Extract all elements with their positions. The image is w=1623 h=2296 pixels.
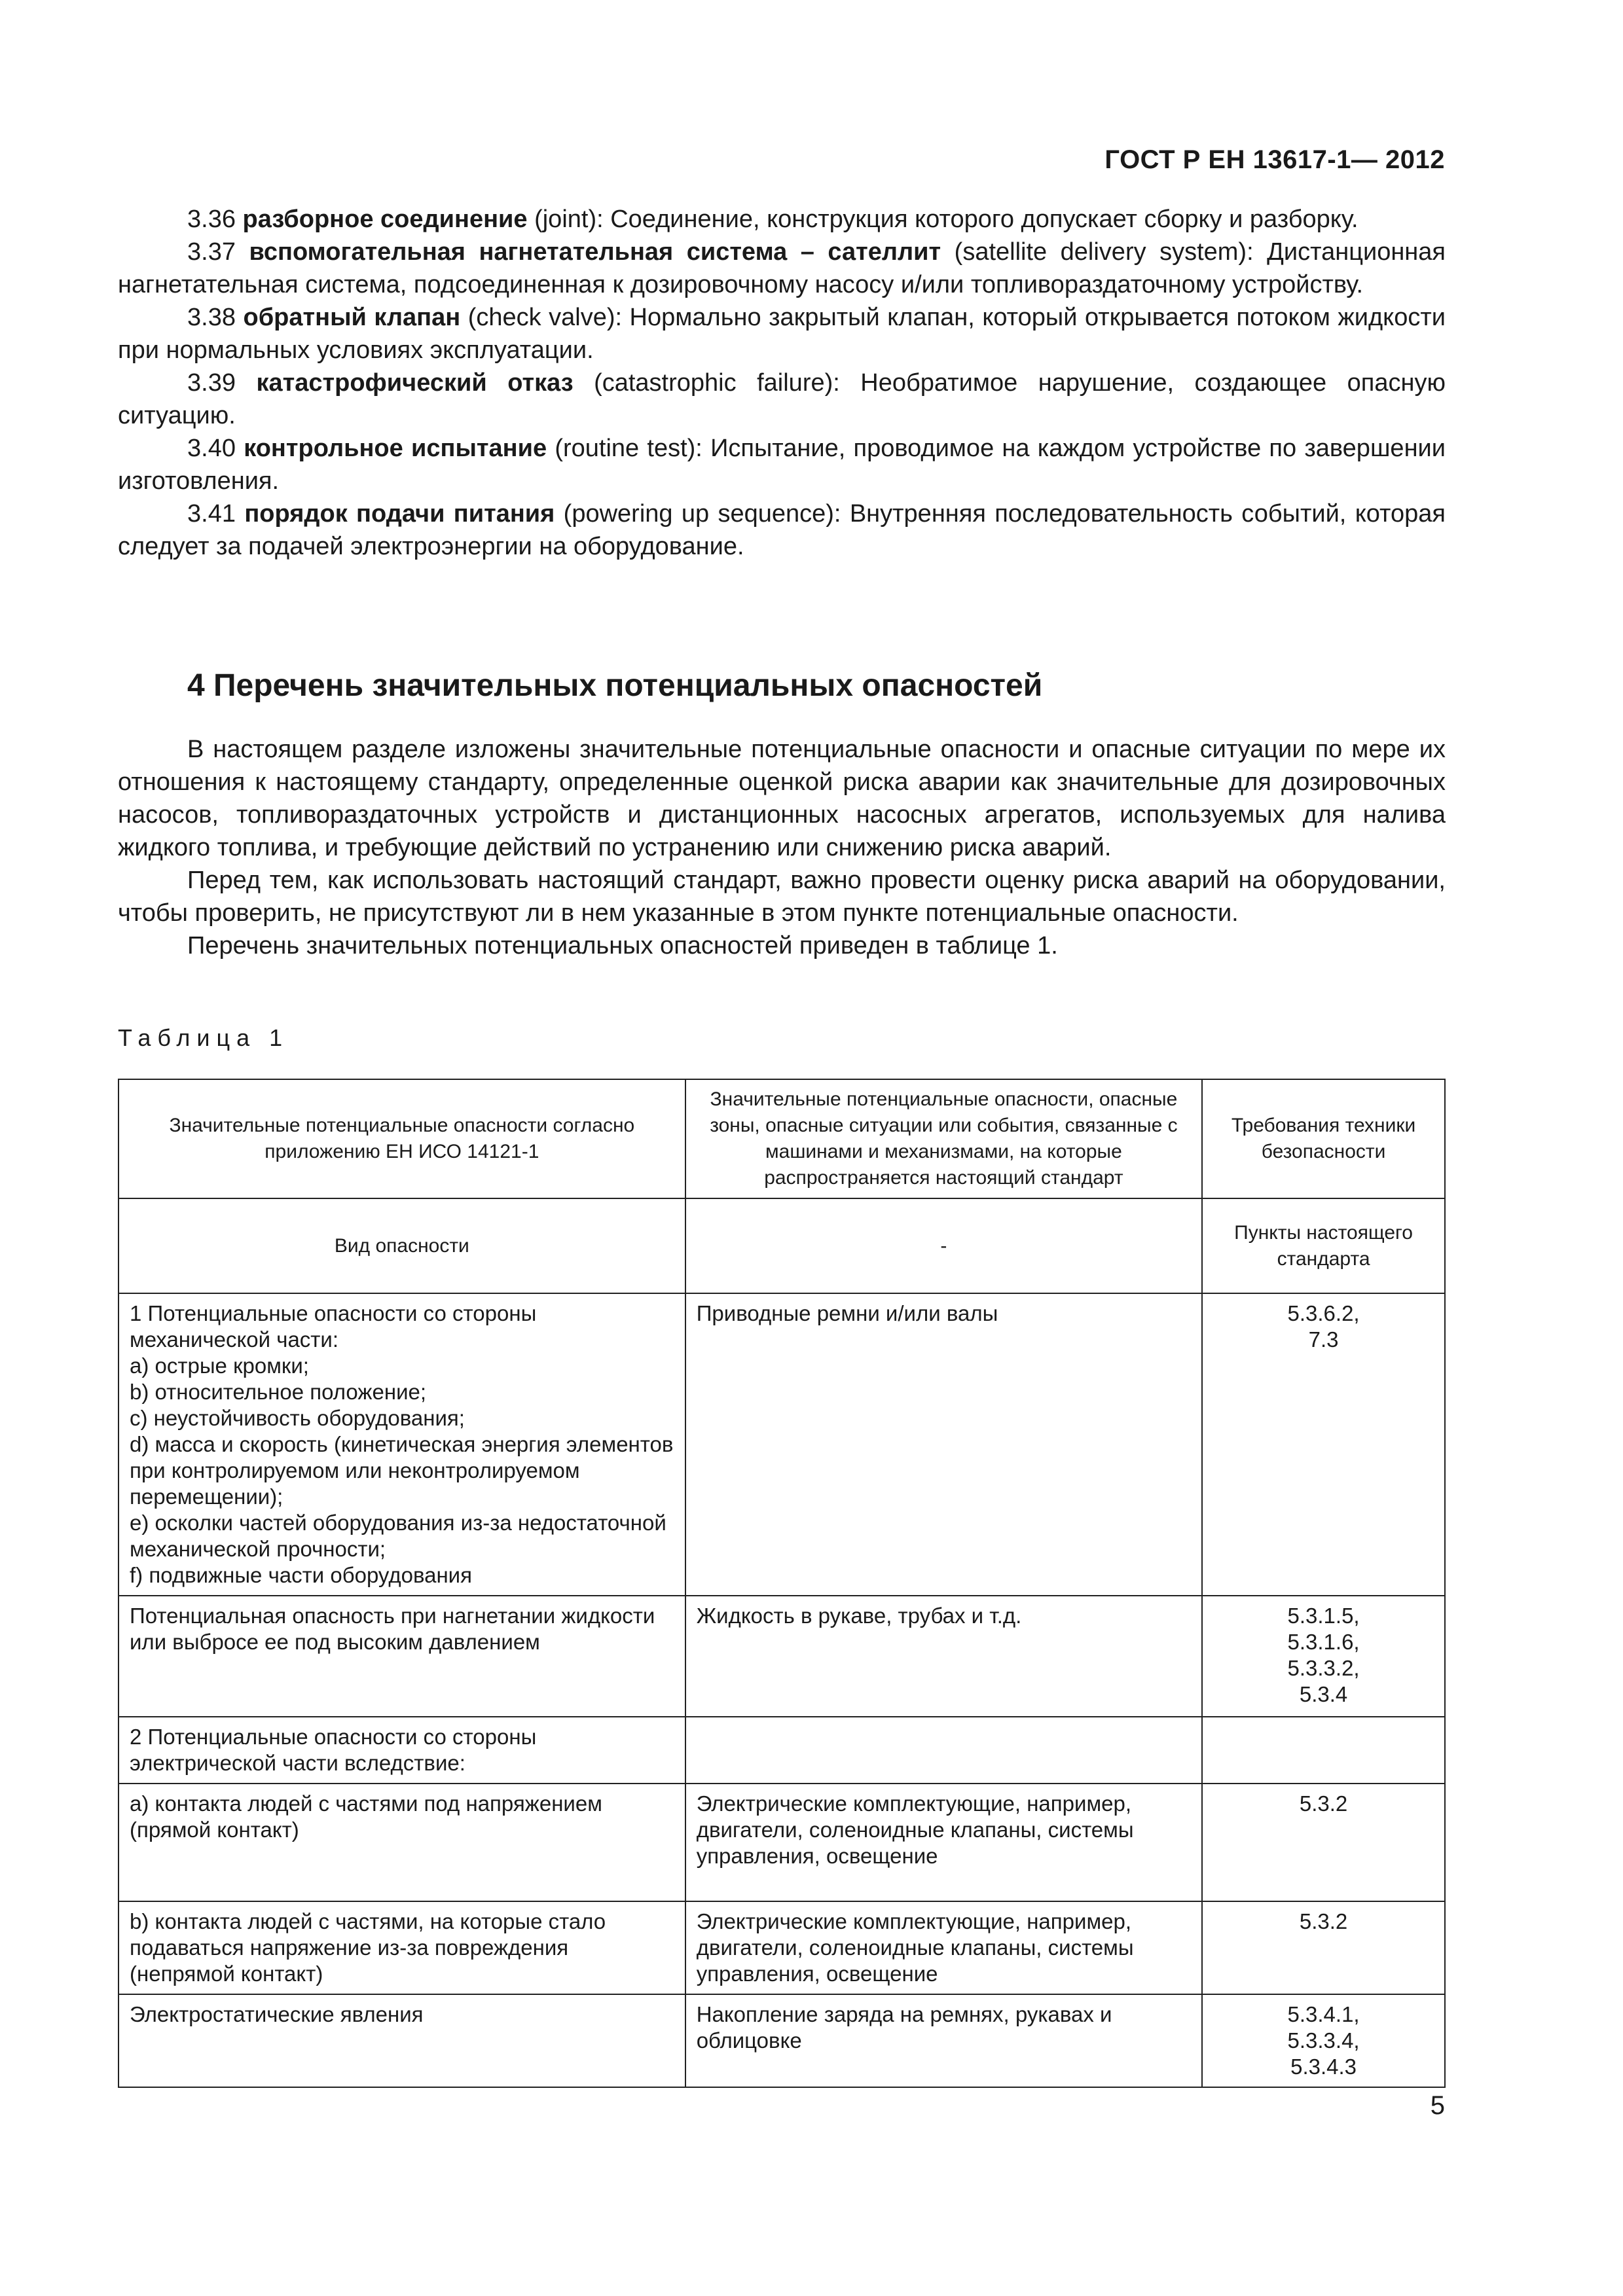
hazards-table xyxy=(118,1079,1446,2088)
definition-item xyxy=(118,367,1446,432)
definition-text: (catastrophic failure): Необратимое нарушение, создающее опасную ситуацию. xyxy=(118,369,1446,429)
definition-term: разборное соединение xyxy=(242,206,528,233)
table-header-cell: Значительные потенциальные опасности согласно приложению ЕН ИСО 14121-1 xyxy=(119,1079,685,1198)
table-header-cell: - xyxy=(685,1198,1202,1293)
definition-text: (check valve): Нормально закрытый клапан, который открывается потоком жидкости при нормальных условиях эксплуатации. xyxy=(118,304,1446,364)
table-row xyxy=(119,1784,1445,1901)
table-cell: 2 Потенциальные опасности со стороны электрической части вследствие: xyxy=(119,1717,685,1784)
table-cell: Электрические комплектующие, например, двигатели, соленоидные клапаны, системы управления, освещение xyxy=(685,1784,1202,1901)
definition-term: обратный клапан xyxy=(243,304,461,331)
table-cell: Потенциальная опасность при нагнетании жидкости или выбросе ее под высоким давлением xyxy=(119,1596,685,1717)
table-cell: а) контакта людей с частями под напряжением (прямой контакт) xyxy=(119,1784,685,1901)
definition-text: (joint): Соединение, конструкция которого допускает сборку и разборку. xyxy=(527,206,1359,233)
table-row xyxy=(119,1596,1445,1717)
document-code: ГОСТ Р ЕН 13617-1— 2012 xyxy=(1104,145,1445,174)
section-body xyxy=(118,733,1446,962)
definition-item xyxy=(118,236,1446,301)
table-header-cell: Значительные потенциальные опасности, опасные зоны, опасные ситуации или события, связанные с машинами и механизмами, на которые распространяется настоящий стандарт xyxy=(685,1079,1202,1198)
definition-number: 3.40 xyxy=(187,435,236,462)
definition-number: 3.36 xyxy=(187,206,236,233)
table-cell: 1 Потенциальные опасности со стороны механической части: a) острые кромки; b) относительное положение; c) неустойчивость оборудования; d) масса и скорость (кинетическая энергия элементов при контролируемом или неконтролируемом перемещении); e) осколки частей оборудования из-за недостаточной механической прочности; f) подвижные части оборудования xyxy=(119,1293,685,1596)
table-row xyxy=(119,1994,1445,2087)
table-cell: 5.3.2 xyxy=(1202,1784,1445,1901)
table-header-cell: Вид опасности xyxy=(119,1198,685,1293)
table-header-row xyxy=(119,1079,1445,1198)
table-cell: Электрические комплектующие, например, двигатели, соленоидные клапаны, системы управления, освещение xyxy=(685,1901,1202,1994)
table-subheader-row xyxy=(119,1198,1445,1293)
definition-term: вспомогательная нагнетательная система – сателлит xyxy=(249,238,941,266)
definitions-list xyxy=(118,203,1446,563)
table-cell: b) контакта людей с частями, на которые стало подаваться напряжение из-за повреждения (непрямой контакт) xyxy=(119,1901,685,1994)
table-header-cell: Пункты настоящего стандарта xyxy=(1202,1198,1445,1293)
page-number: 5 xyxy=(1430,2091,1445,2120)
definition-number: 3.39 xyxy=(187,369,236,397)
table-caption: Таблица 1 xyxy=(118,1024,289,1051)
definition-number: 3.41 xyxy=(187,500,236,528)
paragraph: Перед тем, как использовать настоящий стандарт, важно провести оценку риска аварий на оборудовании, чтобы проверить, не присутствуют ли в нем указанные в этом пункте потенциальные опасности. xyxy=(118,867,1446,927)
table-cell xyxy=(1202,1717,1445,1784)
paragraph: В настоящем разделе изложены значительные потенциальные опасности и опасные ситуации по мере их отношения к настоящему стандарту, определенные оценкой риска аварии как значительные для дозировочных насосов, топливораздаточных устройств и дистанционных насосных агрегатов, используемых для налива жидкого топлива, и требующие действий по устранению или снижению риска аварий. xyxy=(118,736,1446,861)
table-cell: Жидкость в рукаве, трубах и т.д. xyxy=(685,1596,1202,1717)
table-cell: 5.3.1.5, 5.3.1.6, 5.3.3.2, 5.3.4 xyxy=(1202,1596,1445,1717)
table-cell: Накопление заряда на ремнях, рукавах и облицовке xyxy=(685,1994,1202,2087)
definition-term: порядок подачи питания xyxy=(244,500,555,528)
table-row xyxy=(119,1293,1445,1596)
table-cell: Электростатические явления xyxy=(119,1994,685,2087)
table-header-cell: Требования техники безопасности xyxy=(1202,1079,1445,1198)
table-cell: 5.3.2 xyxy=(1202,1901,1445,1994)
definition-item xyxy=(118,301,1446,367)
table-row xyxy=(119,1717,1445,1784)
definition-item xyxy=(118,497,1446,563)
table-row xyxy=(119,1901,1445,1994)
definition-number: 3.37 xyxy=(187,238,236,266)
table-cell xyxy=(685,1717,1202,1784)
definition-text: (powering up sequence): Внутренняя последовательность событий, которая следует за подачей электроэнергии на оборудование. xyxy=(118,500,1446,560)
definition-number: 3.38 xyxy=(187,304,236,331)
definition-text: (satellite delivery system): Дистанционная нагнетательная система, подсоединенная к дозировочному насосу и/или топливораздаточному устройству. xyxy=(118,238,1446,298)
definition-term: контрольное испытание xyxy=(244,435,547,462)
table-cell: 5.3.4.1, 5.3.3.4, 5.3.4.3 xyxy=(1202,1994,1445,2087)
definition-text: (routine test): Испытание, проводимое на каждом устройстве по завершении изготовления. xyxy=(118,435,1446,495)
definition-item xyxy=(118,432,1446,497)
definition-term: катастрофический отказ xyxy=(256,369,574,397)
definition-item xyxy=(118,203,1446,236)
section-title: 4 Перечень значительных потенциальных опасностей xyxy=(187,668,1043,703)
table-cell: 5.3.6.2, 7.3 xyxy=(1202,1293,1445,1596)
table-cell: Приводные ремни и/или валы xyxy=(685,1293,1202,1596)
paragraph: Перечень значительных потенциальных опасностей приведен в таблице 1. xyxy=(187,932,1058,960)
